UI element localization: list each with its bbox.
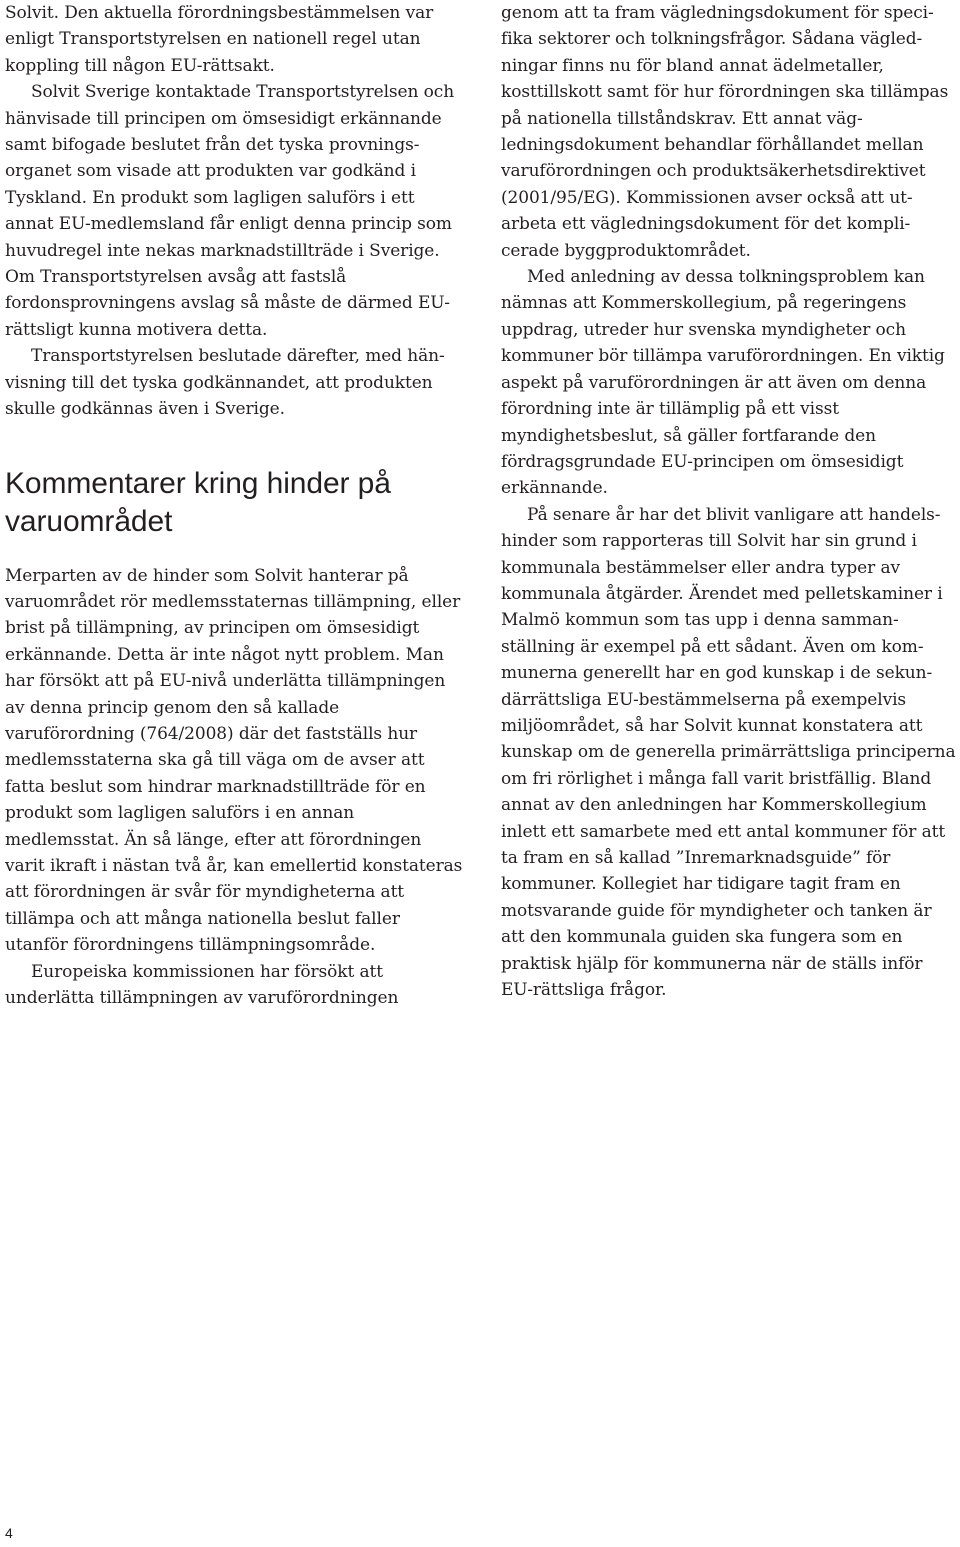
paragraph: Merparten av de hinder som Solvit hanterar på varuområdet rör medlemsstaternas tillämpning, eller brist på tillämpning, av principen om ömsesidigt erkännande. Detta är inte något nytt problem. Man har försökt att på EU-nivå underlätta tillämpningen av denna princip genom den så kallade varuförordning (764/2008) där det fastställs hur medlemsstaterna ska gå till väga om de avser att fatta beslut som hindrar marknadstillträde för en produkt som lagligen saluförs i en annan medlemsstat. Än så länge, efter att förordningen varit ikraft i nästan två år, kan emellertid konstateras att förordningen är svår för myndigheterna att tillämpa och att många nationella beslut faller utanför förordningens tillämpningsområde.	[5, 565, 463, 956]
paragraph: Transportstyrelsen beslutade därefter, med hänvisning till det tyska godkännandet, att produkten skulle godkännas även i Sverige.	[5, 346, 445, 420]
paragraph: Solvit Sverige kontaktade Transportstyrelsen och hänvisade till principen om ömsesidigt erkännande samt bifogade beslutet från det tyska provningsorganet som visade att produkten var godkänd i Tyskland. En produkt som lagligen saluförs i ett annat EU-medlemsland får enligt denna princip som huvudregel inte nekas marknadstillträde i Sverige. Om Transportstyrelsen avsåg att fastslå fordonsprovningens avslag så måste de därmed EU-rättsligt kunna motivera detta.	[5, 82, 455, 340]
section-heading: Kommentarer kring hinder på varuområdet	[5, 466, 391, 538]
paragraph: Solvit. Den aktuella förordningsbestämmelsen var enligt Transportstyrelsen en nationell regel utan koppling till någon EU-rättsakt.	[5, 3, 434, 76]
paragraph: genom att ta fram vägledningsdokument för specifika sektorer och tolkningsfrågor. Sådana vägledningar finns nu för bland annat ädelmetaller, kosttillskott samt för hur förordningen ska tillämpas på nationella tillståndskrav. Ett annat vägledningsdokument behandlar förhållandet mellan varuförordningen och produktsäkerhetsdirektivet (2001/95/EG). Kommissionen avser också att utarbeta ett vägledningsdokument för det komplicerade byggproduktområdet.	[501, 3, 949, 261]
paragraph: Europeiska kommissionen har försökt att underlätta tillämpningen av varuförordningen	[5, 961, 399, 1008]
paragraph: Med anledning av dessa tolkningsproblem kan nämnas att Kommerskollegium, på regeringens uppdrag, utreder hur svenska myndigheter och kommuner bör tillämpa varuförordningen. En viktig aspekt på varuförordningen är att även om denna förordning inte är tillämplig på ett visst myndighetsbeslut, så gäller fortfarande den fördragsgrundade EU-principen om ömsesidigt erkännande.	[501, 267, 945, 499]
left-column	[5, 0, 463, 1011]
right-column	[501, 0, 956, 1003]
paragraph: På senare år har det blivit vanligare att handelshinder som rapporteras till Solvit har sin grund i kommunala bestämmelser eller andra typer av kommunala åtgärder. Ärendet med pelletskaminer i Malmö kommun som tas upp i denna sammanställning är exempel på ett sådant. Även om kommunerna generellt har en god kunskap i de sekundärrättsliga EU-bestämmelserna på exempelvis miljöområdet, så har Solvit kunnat konstatera att kunskap om de generella primärrättsliga principerna om fri rörlighet i många fall varit bristfällig. Bland annat av den anledningen har Kommerskollegium inlett ett samarbete med ett antal kommuner för att ta fram en så kallad ”Inremarknadsguide” för kommuner. Kollegiet har tidigare tagit fram en motsvarande guide för myndigheter och tanken är att den kommunala guiden ska fungera som en praktisk hjälp för kommunerna när de ställs inför EU-rättsliga frågor.	[501, 504, 956, 1001]
page-number: 4	[5, 1525, 13, 1541]
